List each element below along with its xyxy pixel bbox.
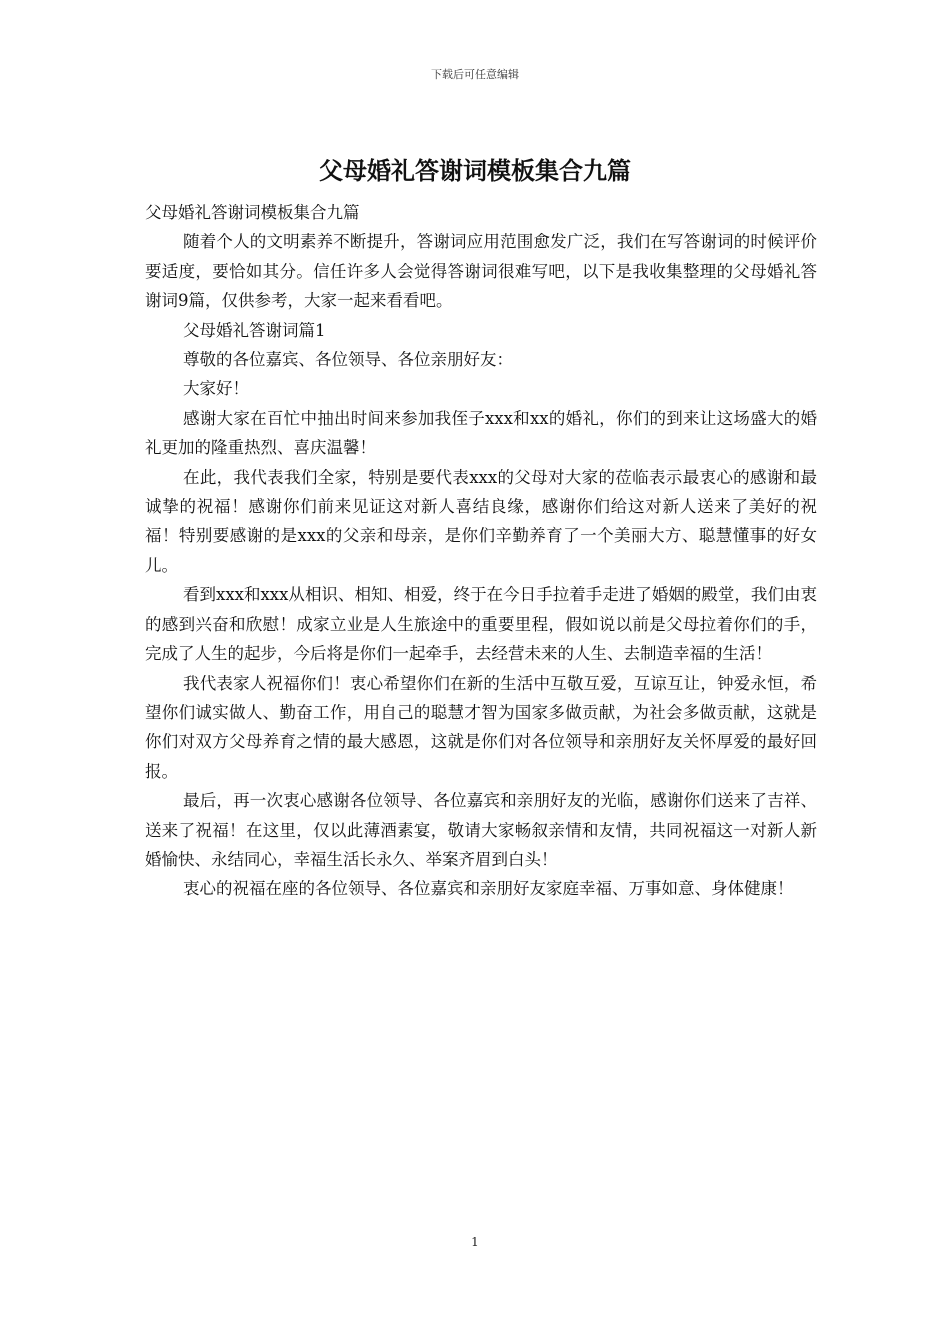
body-paragraph: 我代表家人祝福你们！衷心希望你们在新的生活中互敬互爱，互谅互让，钟爱永恒，希望你们诚实做人、勤奋工作，用自己的聪慧才智为国家多做贡献，为社会多做贡献，这就是你们对双方父母养育之情的最大感恩，这就是你们对各位领导和亲朋好友关怀厚爱的最好回报。 — [145, 673, 817, 781]
closing-paragraph: 衷心的祝福在座的各位领导、各位嘉宾和亲朋好友家庭幸福、万事如意、身体健康！ — [183, 879, 794, 899]
document-title: 父母婚礼答谢词模板集合九篇 — [319, 156, 631, 185]
salutation: 尊敬的各位嘉宾、各位领导、各位亲朋好友： — [183, 350, 513, 370]
greeting: 大家好！ — [183, 379, 249, 399]
intro-paragraph: 随着个人的文明素养不断提升，答谢词应用范围愈发广泛，我们在写答谢词的时候评价要适度，要恰如其分。信任许多人会觉得答谢词很难写吧，以下是我收集整理的父母婚礼答谢词9篇，仅供参考，大家一起来看看吧。 — [145, 232, 817, 311]
page-header-note: 下载后可任意编辑 — [431, 68, 519, 81]
body-paragraph: 看到xxx和xxx从相识、相知、相爱，终于在今日手拉着手走进了婚姻的殿堂，我们由衷的感到兴奋和欣慰！成家立业是人生旅途中的重要里程，假如说以前是父母拉着你们的手，完成了人生的起步，今后将是你们一起牵手，去经营未来的人生、去制造幸福的生活！ — [145, 585, 817, 664]
document-body — [145, 198, 817, 904]
body-paragraph: 在此，我代表我们全家，特别是要代表xxx的父母对大家的莅临表示最衷心的感谢和最诚挚的祝福！感谢你们前来见证这对新人喜结良缘，感谢你们给这对新人送来了美好的祝福！特别要感谢的是xxx的父亲和母亲，是你们辛勤养育了一个美丽大方、聪慧懂事的好女儿。 — [145, 467, 817, 575]
body-paragraph: 感谢大家在百忙中抽出时间来参加我侄子xxx和xx的婚礼，你们的到来让这场盛大的婚礼更加的隆重热烈、喜庆温馨！ — [145, 408, 817, 458]
page-number: 1 — [471, 1235, 479, 1249]
body-paragraph: 最后，再一次衷心感谢各位领导、各位嘉宾和亲朋好友的光临，感谢你们送来了吉祥、送来了祝福！在这里，仅以此薄酒素宴，敬请大家畅叙亲情和友情，共同祝福这一对新人新婚愉快、永结同心，幸福生活长永久、举案齐眉到白头！ — [145, 791, 817, 869]
section-heading: 父母婚礼答谢词篇1 — [183, 320, 326, 340]
document-subtitle: 父母婚礼答谢词模板集合九篇 — [145, 203, 360, 222]
